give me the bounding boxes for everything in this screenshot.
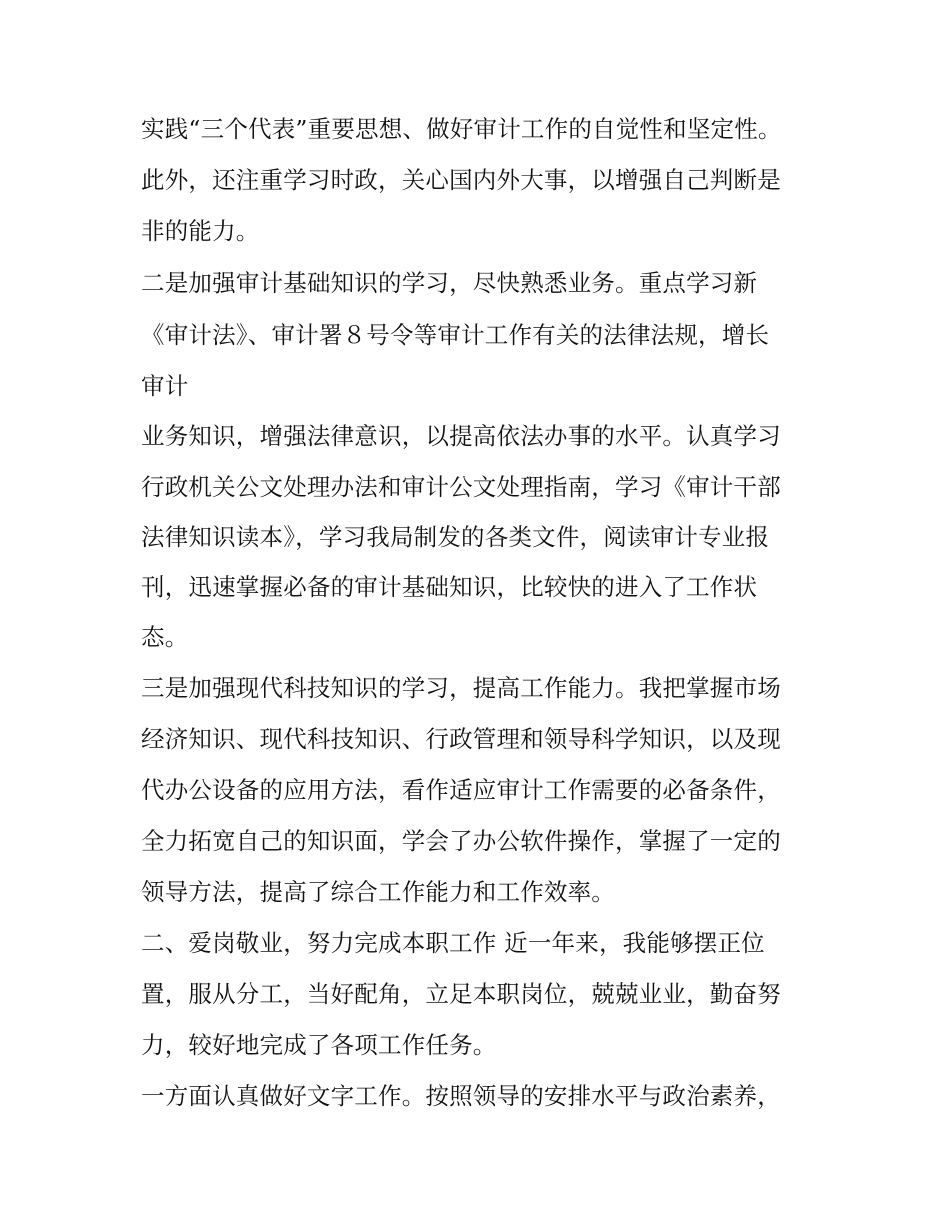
text-line: 业务知识，增强法律意识，以提高依法办事的水平。认真学习 [141,422,781,450]
text-line: 非的能力。 [141,217,260,245]
text-line: 二是加强审计基础知识的学习，尽快熟悉业务。重点学习新 [141,269,758,297]
text-line: 法律知识读本》，学习我局制发的各类文件，阅读审计专业报 [141,523,770,551]
text-line: 力，较好地完成了各项工作任务。 [141,1031,497,1059]
text-line: 《审计法》、审计署８号令等审计工作有关的法律法规，增长 [141,321,770,349]
text-line: 行政机关公文处理办法和审计公文处理指南，学习《审计干部 [141,473,781,501]
text-line: 实践“三个代表”重要思想、做好审计工作的自觉性和坚定性。 [141,115,782,143]
text-line: 领导方法，提高了综合工作能力和工作效率。 [141,878,615,906]
text-line: 三是加强现代科技知识的学习，提高工作能力。我把掌握市场 [141,674,781,702]
text-line: 经济知识、现代科技知识、行政管理和领导科学知识，以及现 [141,725,781,753]
text-line: 代办公设备的应用方法，看作适应审计工作需要的必备条件， [141,776,781,804]
text-line: 置，服从分工，当好配角，立足本职岗位，兢兢业业，勤奋努 [141,980,781,1008]
text-line: 审计 [141,372,189,400]
text-line: 此外，还注重学习时政，关心国内外大事，以增强自己判断是 [141,166,781,194]
text-line: 全力拓宽自己的知识面，学会了办公软件操作，掌握了一定的 [141,827,781,855]
text-line: 一方面认真做好文字工作。按照领导的安排水平与政治素养， [141,1082,781,1110]
text-line: 二、爱岗敬业，努力完成本职工作 近一年来，我能够摆正位 [141,929,765,957]
text-line: 态。 [141,623,189,651]
text-line: 刊，迅速掌握必备的审计基础知识，比较快的进入了工作状 [141,573,758,601]
